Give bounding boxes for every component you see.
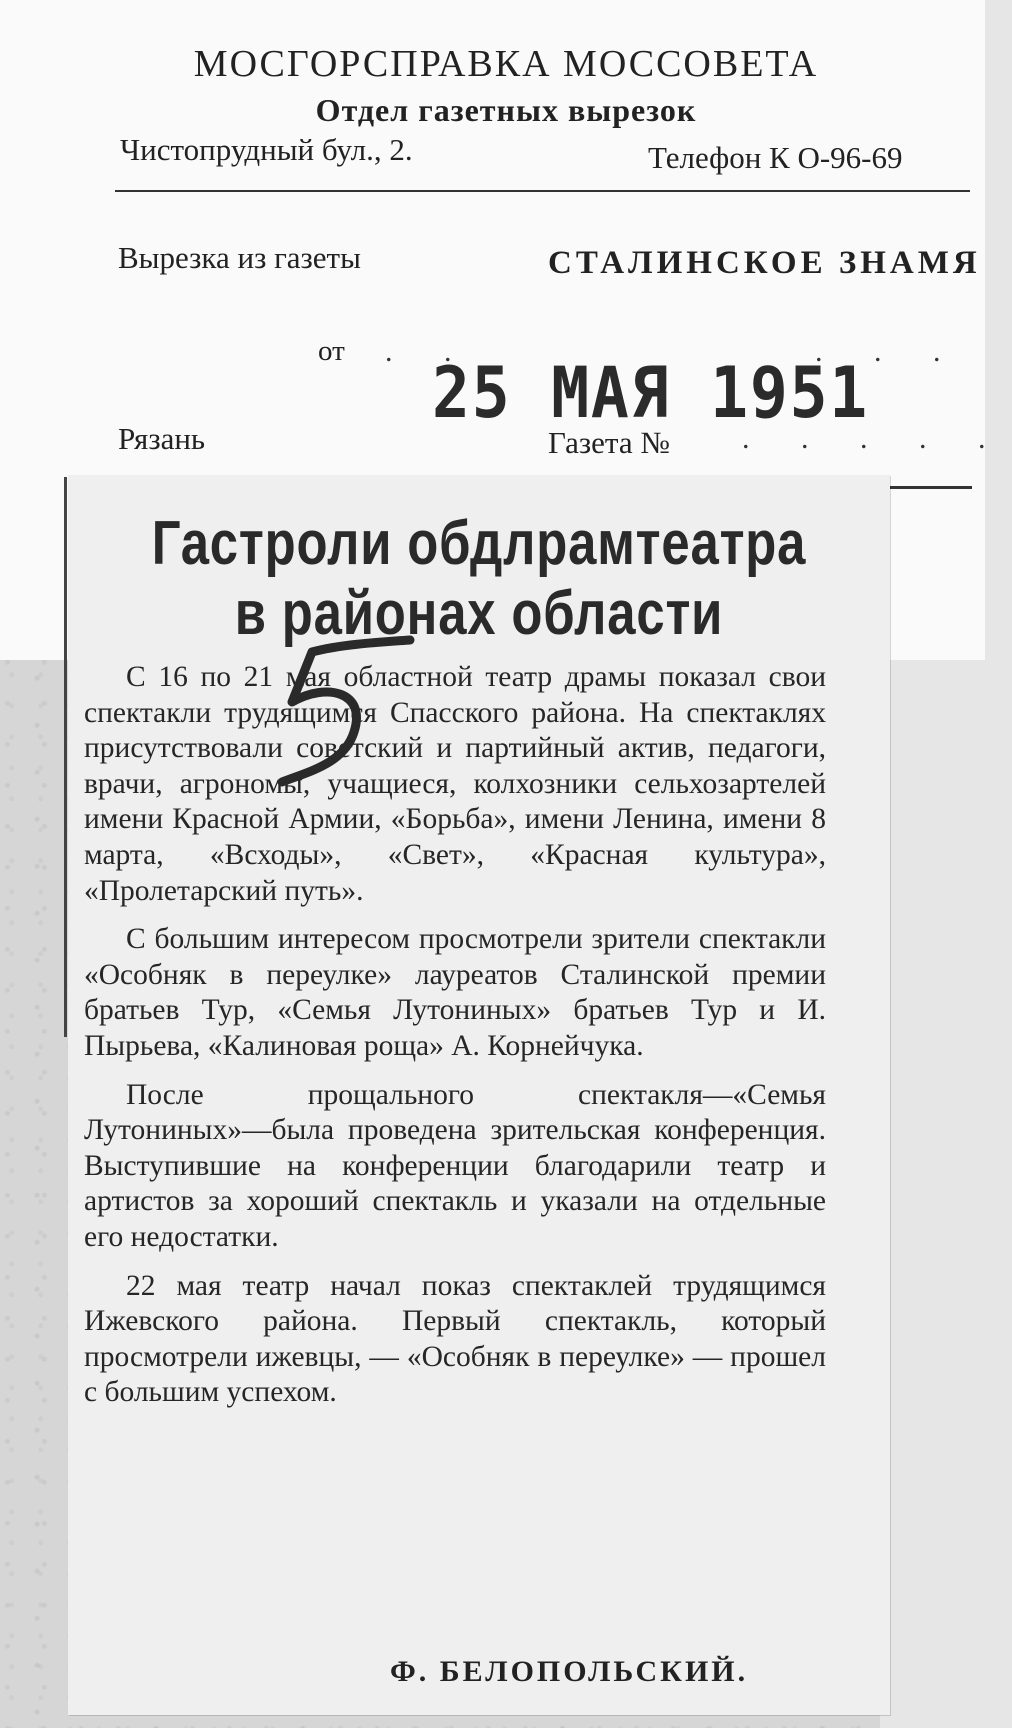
article-paragraph: С 16 по 21 мая областной театр драмы показал свои спектакли трудящимся Спасского района. На спектаклях присутствовали советский и партийный актив, педагоги, врачи, агрономы, учащиеся, колхозники сельхозартелей имени Красной Армии, «Борьба», имени Ленина, имени 8 марта, «Всходы», «Свет», «Красная культура», «Пролетарский путь». xyxy=(84,661,826,907)
organization-name: МОСГОРСПРАВКА МОССОВЕТА xyxy=(193,43,819,85)
article-paragraph: После прощального спектакля—«Семья Лутониных»—была проведена зрительская конференция. Выступившие на конференции благодарили театр и артистов за хороший спектакль и указали на отдельные его недостатки. xyxy=(84,1078,826,1253)
clipping-column-rule xyxy=(64,477,67,1037)
article-signature: Ф. БЕЛОПОЛЬСКИЙ. xyxy=(390,1655,749,1688)
header-divider xyxy=(115,190,970,192)
date-dotted-line: . . xyxy=(385,335,474,368)
newspaper-name: СТАЛИНСКОЕ ЗНАМЯ xyxy=(548,245,981,281)
address: Чистопрудный бул., 2. xyxy=(120,132,413,167)
issue-dotted-line: . . . . . xyxy=(742,422,1008,455)
date-prefix: от xyxy=(318,335,345,367)
form-rule xyxy=(880,486,972,489)
article-paragraph: 22 мая театр начал показ спектаклей трудящимся Ижевского района. Первый спектакль, который просмотрели ижевцы, — «Особняк в переулке» — прошел с большим успехом. xyxy=(84,1269,826,1409)
phone-number: Телефон К О-96-69 xyxy=(648,140,903,175)
article-body xyxy=(84,660,826,1424)
clipping-label: Вырезка из газеты xyxy=(118,240,361,275)
article-headline-line2: в районах области xyxy=(234,579,724,648)
date-dotted-line-right: . . . xyxy=(815,335,963,368)
issue-number-label: Газета № xyxy=(548,425,670,460)
article-headline-line1: Гастроли обдлрамтеатра xyxy=(151,509,807,578)
city: Рязань xyxy=(118,421,206,456)
article-paragraph: С большим интересом просмотрели зрители спектакли «Особняк в переулке» лауреатов Сталинской премии братьев Тур, «Семья Лутониных» братьев Тур и И. Пырьева, «Калиновая роща» А. Корнейчука. xyxy=(84,923,826,1062)
department-name: Отдел газетных вырезок xyxy=(315,92,697,128)
date-stamp: 25 МАЯ 1951 xyxy=(432,352,870,434)
handwritten-5-mark xyxy=(272,632,432,792)
